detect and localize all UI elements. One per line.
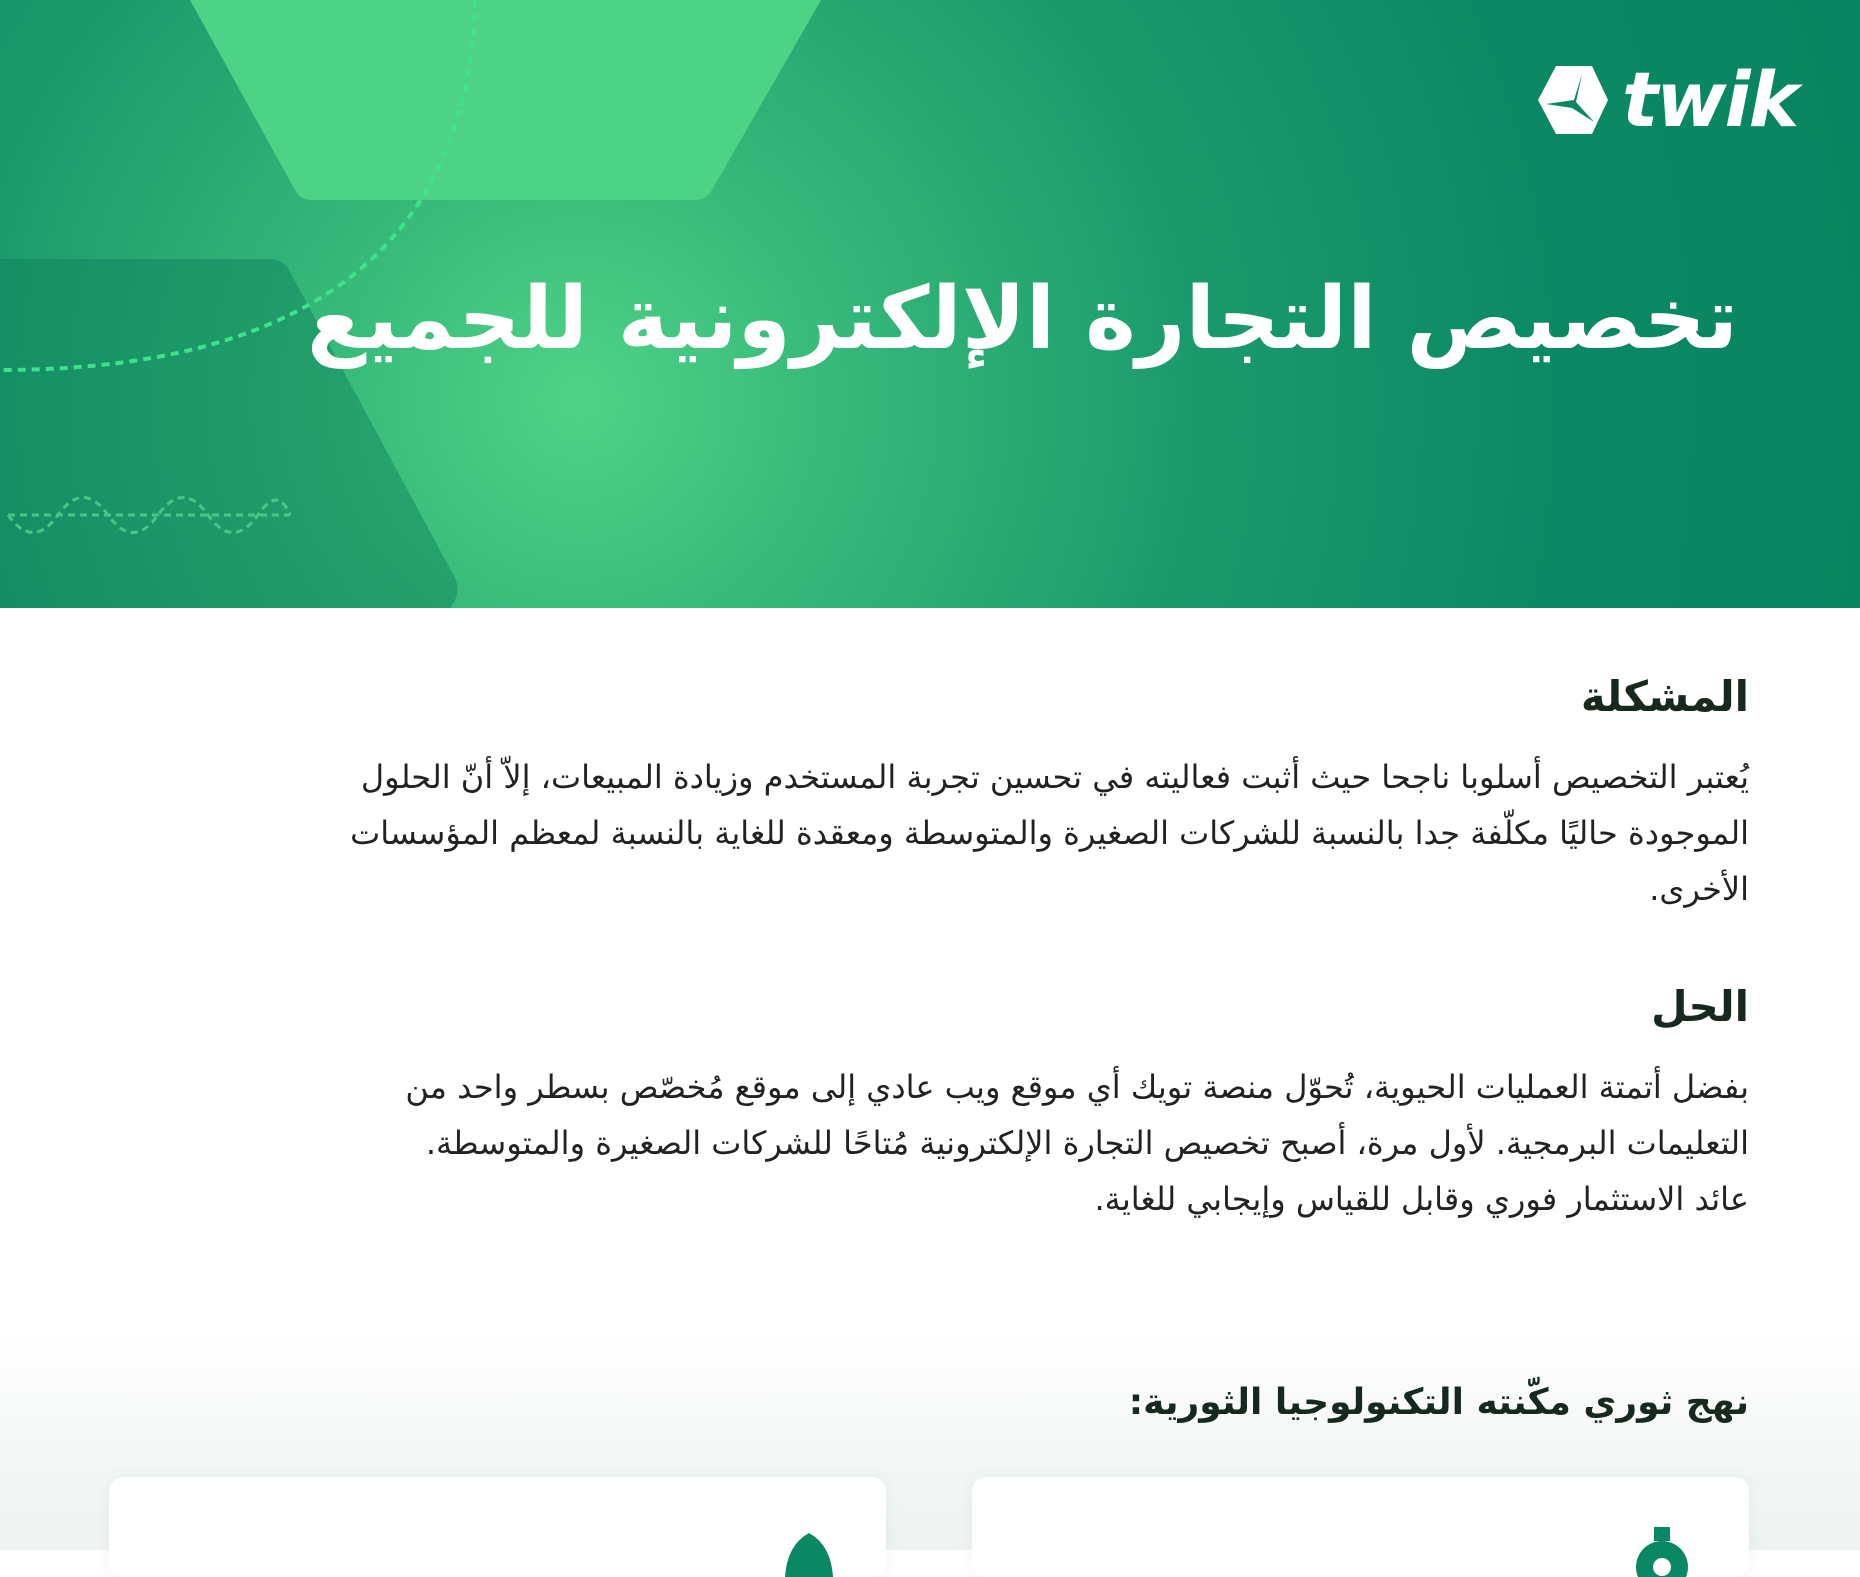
problem-heading: المشكلة bbox=[1580, 672, 1749, 721]
problem-section bbox=[139, 672, 1749, 917]
text-line: يُعتبر التخصيص أسلوبا ناجحا حيث أثبت فعاليته في تحسين تجربة المستخدم وزيادة المبيعات، إلاّ أنّ الحلول bbox=[360, 758, 1749, 796]
solution-section bbox=[139, 982, 1749, 1227]
twik-logo-icon bbox=[1536, 64, 1608, 136]
feature-card bbox=[109, 1477, 886, 1577]
feature-card bbox=[972, 1477, 1749, 1577]
page-title: تخصيص التجارة الإلكترونية للجميع bbox=[306, 269, 1738, 369]
text-line: الأخرى. bbox=[1649, 870, 1749, 908]
text-line: عائد الاستثمار فوري وقابل للقياس وإيجابي للغاية. bbox=[1094, 1180, 1749, 1218]
brand-name: twik bbox=[1622, 55, 1798, 144]
approach-heading: نهج ثوري مكّنته التكنولوجيا الثورية: bbox=[1128, 1382, 1749, 1423]
text-line: الموجودة حاليًا مكلّفة جدا بالنسبة للشركات الصغيرة والمتوسطة ومعقدة للغاية بالنسبة لمعظم المؤسسات bbox=[350, 814, 1749, 852]
solution-paragraph bbox=[139, 1059, 1749, 1227]
brand-logo[interactable] bbox=[1536, 55, 1798, 144]
hero-banner bbox=[0, 0, 1860, 608]
text-line: بفضل أتمتة العمليات الحيوية، تُحوّل منصة تويك أي موقع ويب عادي إلى موقع مُخصّص بسطر واحد من bbox=[405, 1068, 1749, 1106]
text-line: التعليمات البرمجية. لأول مرة، أصبح تخصيص التجارة الإلكترونية مُتاحًا للشركات الصغيرة والمتوسطة. bbox=[425, 1124, 1749, 1162]
gear-icon bbox=[1632, 1527, 1692, 1577]
problem-paragraph bbox=[139, 749, 1749, 917]
rocket-icon bbox=[779, 1533, 839, 1577]
solution-heading: الحل bbox=[1651, 982, 1749, 1031]
